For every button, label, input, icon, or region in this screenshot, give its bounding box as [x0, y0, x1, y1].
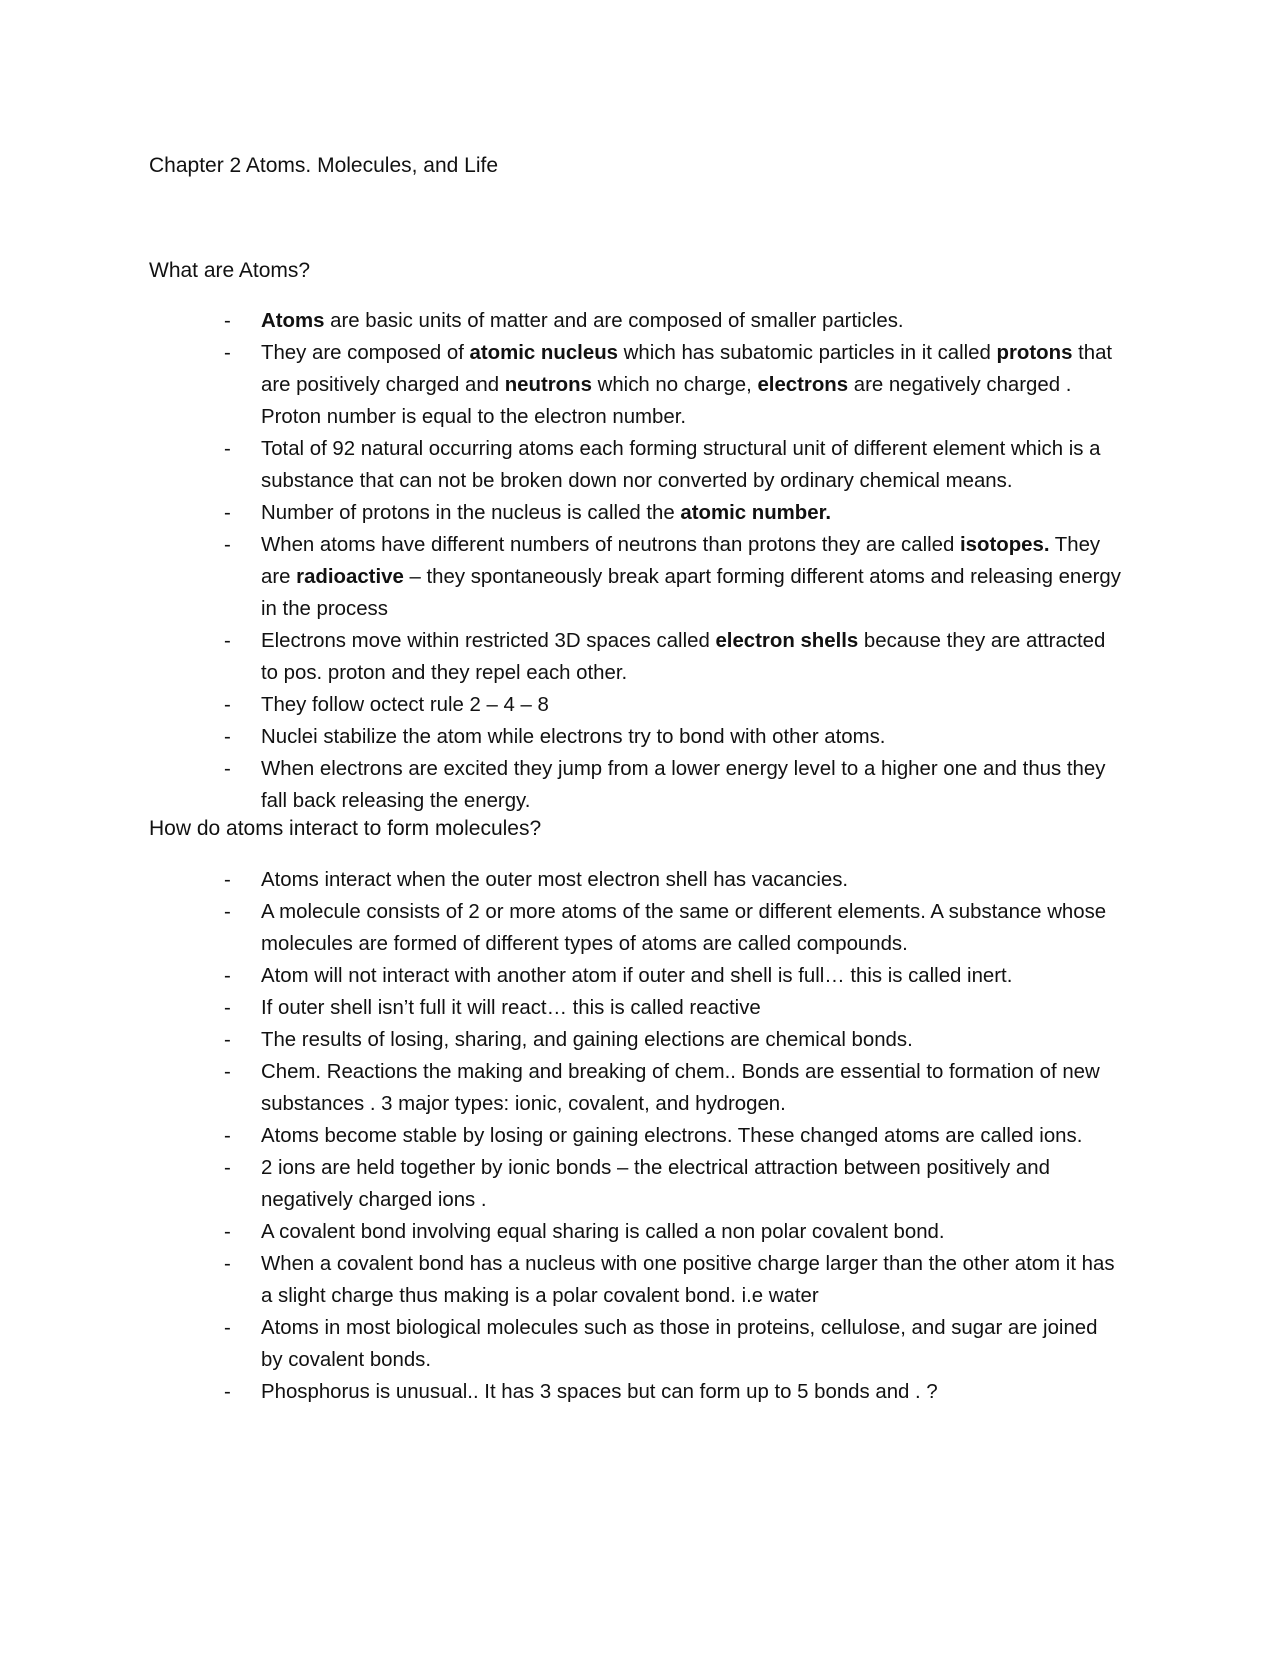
text-run: They are composed of — [261, 342, 470, 364]
bold-term: Atoms — [261, 310, 325, 332]
list-item — [149, 305, 1121, 337]
text-run: which has subatomic particles in it called — [618, 342, 997, 364]
list-item — [149, 1024, 1121, 1056]
list-item — [149, 529, 1121, 625]
bullet-dash: - — [224, 534, 231, 556]
document-title: Chapter 2 Atoms. Molecules, and Life — [149, 154, 499, 177]
bullet-dash: - — [224, 726, 231, 748]
list-item — [149, 960, 1121, 992]
bullet-dash: - — [224, 1029, 231, 1051]
bold-term: atomic number. — [680, 502, 832, 524]
text-run: The results of losing, sharing, and gaining elections are chemical bonds. — [261, 1029, 913, 1051]
text-run: are basic units of matter and are composed of smaller particles. — [324, 310, 904, 332]
list-item — [149, 864, 1121, 896]
text-run: If outer shell isn’t full it will react… this is called reactive — [261, 997, 761, 1019]
text-run: When a covalent bond has a nucleus with one positive charge larger than the other atom it has a slight charge thus making is a polar covalent bond. i.e water — [261, 1253, 1115, 1307]
list-item — [149, 1056, 1121, 1120]
text-run: When atoms have different numbers of neutrons than protons they are called — [261, 534, 960, 556]
bullet-dash: - — [224, 1381, 231, 1403]
bullet-dash: - — [224, 1221, 231, 1243]
bullet-dash: - — [224, 965, 231, 987]
bold-term: radioactive — [296, 566, 404, 588]
bullet-dash: - — [224, 310, 231, 332]
bullet-dash: - — [224, 1157, 231, 1179]
text-run: They are — [261, 534, 1101, 588]
section-heading-atoms: What are Atoms? — [149, 259, 311, 282]
bullet-dash: - — [224, 758, 231, 780]
section-heading-molecules: How do atoms interact to form molecules? — [149, 817, 542, 840]
bold-term: electron shells — [715, 630, 859, 652]
bullet-dash: - — [224, 869, 231, 891]
text-run: Atoms interact when the outer most electron shell has vacancies. — [261, 869, 849, 891]
bullet-dash: - — [224, 901, 231, 923]
bullet-dash: - — [224, 1253, 231, 1275]
list-item — [149, 1216, 1121, 1248]
text-run: which no charge, — [591, 374, 758, 396]
bullet-dash: - — [224, 630, 231, 652]
text-run: They follow octect rule 2 – 4 – 8 — [261, 694, 549, 716]
text-run: 2 ions are held together by ionic bonds – the electrical attraction between positively and negatively charged ions . — [261, 1157, 1050, 1211]
bold-term: isotopes. — [959, 534, 1050, 556]
text-run: Nuclei stabilize the atom while electrons try to bond with other atoms. — [261, 726, 886, 748]
list-item — [149, 1152, 1121, 1216]
text-run: – they spontaneously break apart forming different atoms and releasing energy in the process — [261, 566, 1121, 620]
list-item — [149, 721, 1121, 753]
text-run: Chem. Reactions the making and breaking of chem.. Bonds are essential to formation of new substances . 3 major types: ionic, covalent, and hydrogen. — [261, 1061, 1100, 1115]
text-run: When electrons are excited they jump from a lower energy level to a higher one and thus they fall back releasing the energy. — [261, 758, 1106, 812]
list-item — [149, 337, 1121, 433]
text-run: Atoms in most biological molecules such as those in proteins, cellulose, and sugar are joined by covalent bonds. — [261, 1317, 1098, 1371]
bullet-dash: - — [224, 1061, 231, 1083]
list-item — [149, 992, 1121, 1024]
bullet-dash: - — [224, 1125, 231, 1147]
text-run: Total of 92 natural occurring atoms each forming structural unit of different element which is a substance that can not be broken down nor converted by ordinary chemical means. — [261, 438, 1101, 492]
list-item — [149, 1248, 1121, 1312]
text-run: A molecule consists of 2 or more atoms of the same or different elements. A substance whose molecules are formed of different types of atoms are called compounds. — [261, 901, 1107, 955]
text-run: A covalent bond involving equal sharing is called a non polar covalent bond. — [261, 1221, 945, 1243]
text-run: Atoms become stable by losing or gaining electrons. These changed atoms are called ions. — [261, 1125, 1083, 1147]
bold-term: neutrons — [504, 374, 592, 396]
bullet-dash: - — [224, 342, 231, 364]
text-run: because they are attracted to pos. proton and they repel each other. — [261, 630, 1106, 684]
bullet-dash: - — [224, 694, 231, 716]
bold-term: protons — [996, 342, 1073, 364]
list-item — [149, 689, 1121, 721]
bold-term: atomic nucleus — [469, 342, 618, 364]
text-run: Phosphorus is unusual.. It has 3 spaces but can form up to 5 bonds and . ? — [261, 1381, 938, 1403]
bold-term: electrons — [757, 374, 849, 396]
list-item — [149, 1312, 1121, 1376]
list-item — [149, 433, 1121, 497]
text-run: that are positively charged and — [261, 342, 1113, 396]
bullet-list-atoms — [149, 305, 1129, 817]
bullet-list-molecules — [149, 864, 1129, 1408]
text-run: Electrons move within restricted 3D spaces called — [261, 630, 716, 652]
list-item — [149, 896, 1121, 960]
bullet-dash: - — [224, 502, 231, 524]
list-item — [149, 1120, 1121, 1152]
text-run: Atom will not interact with another atom if outer and shell is full… this is called inert. — [261, 965, 1013, 987]
list-item — [149, 497, 1121, 529]
bullet-dash: - — [224, 997, 231, 1019]
text-run: are negatively charged . Proton number is equal to the electron number. — [261, 374, 1072, 428]
list-item — [149, 753, 1121, 817]
bullet-dash: - — [224, 438, 231, 460]
text-run: Number of protons in the nucleus is called the — [261, 502, 681, 524]
list-item — [149, 1376, 1121, 1408]
list-item — [149, 625, 1121, 689]
bullet-dash: - — [224, 1317, 231, 1339]
